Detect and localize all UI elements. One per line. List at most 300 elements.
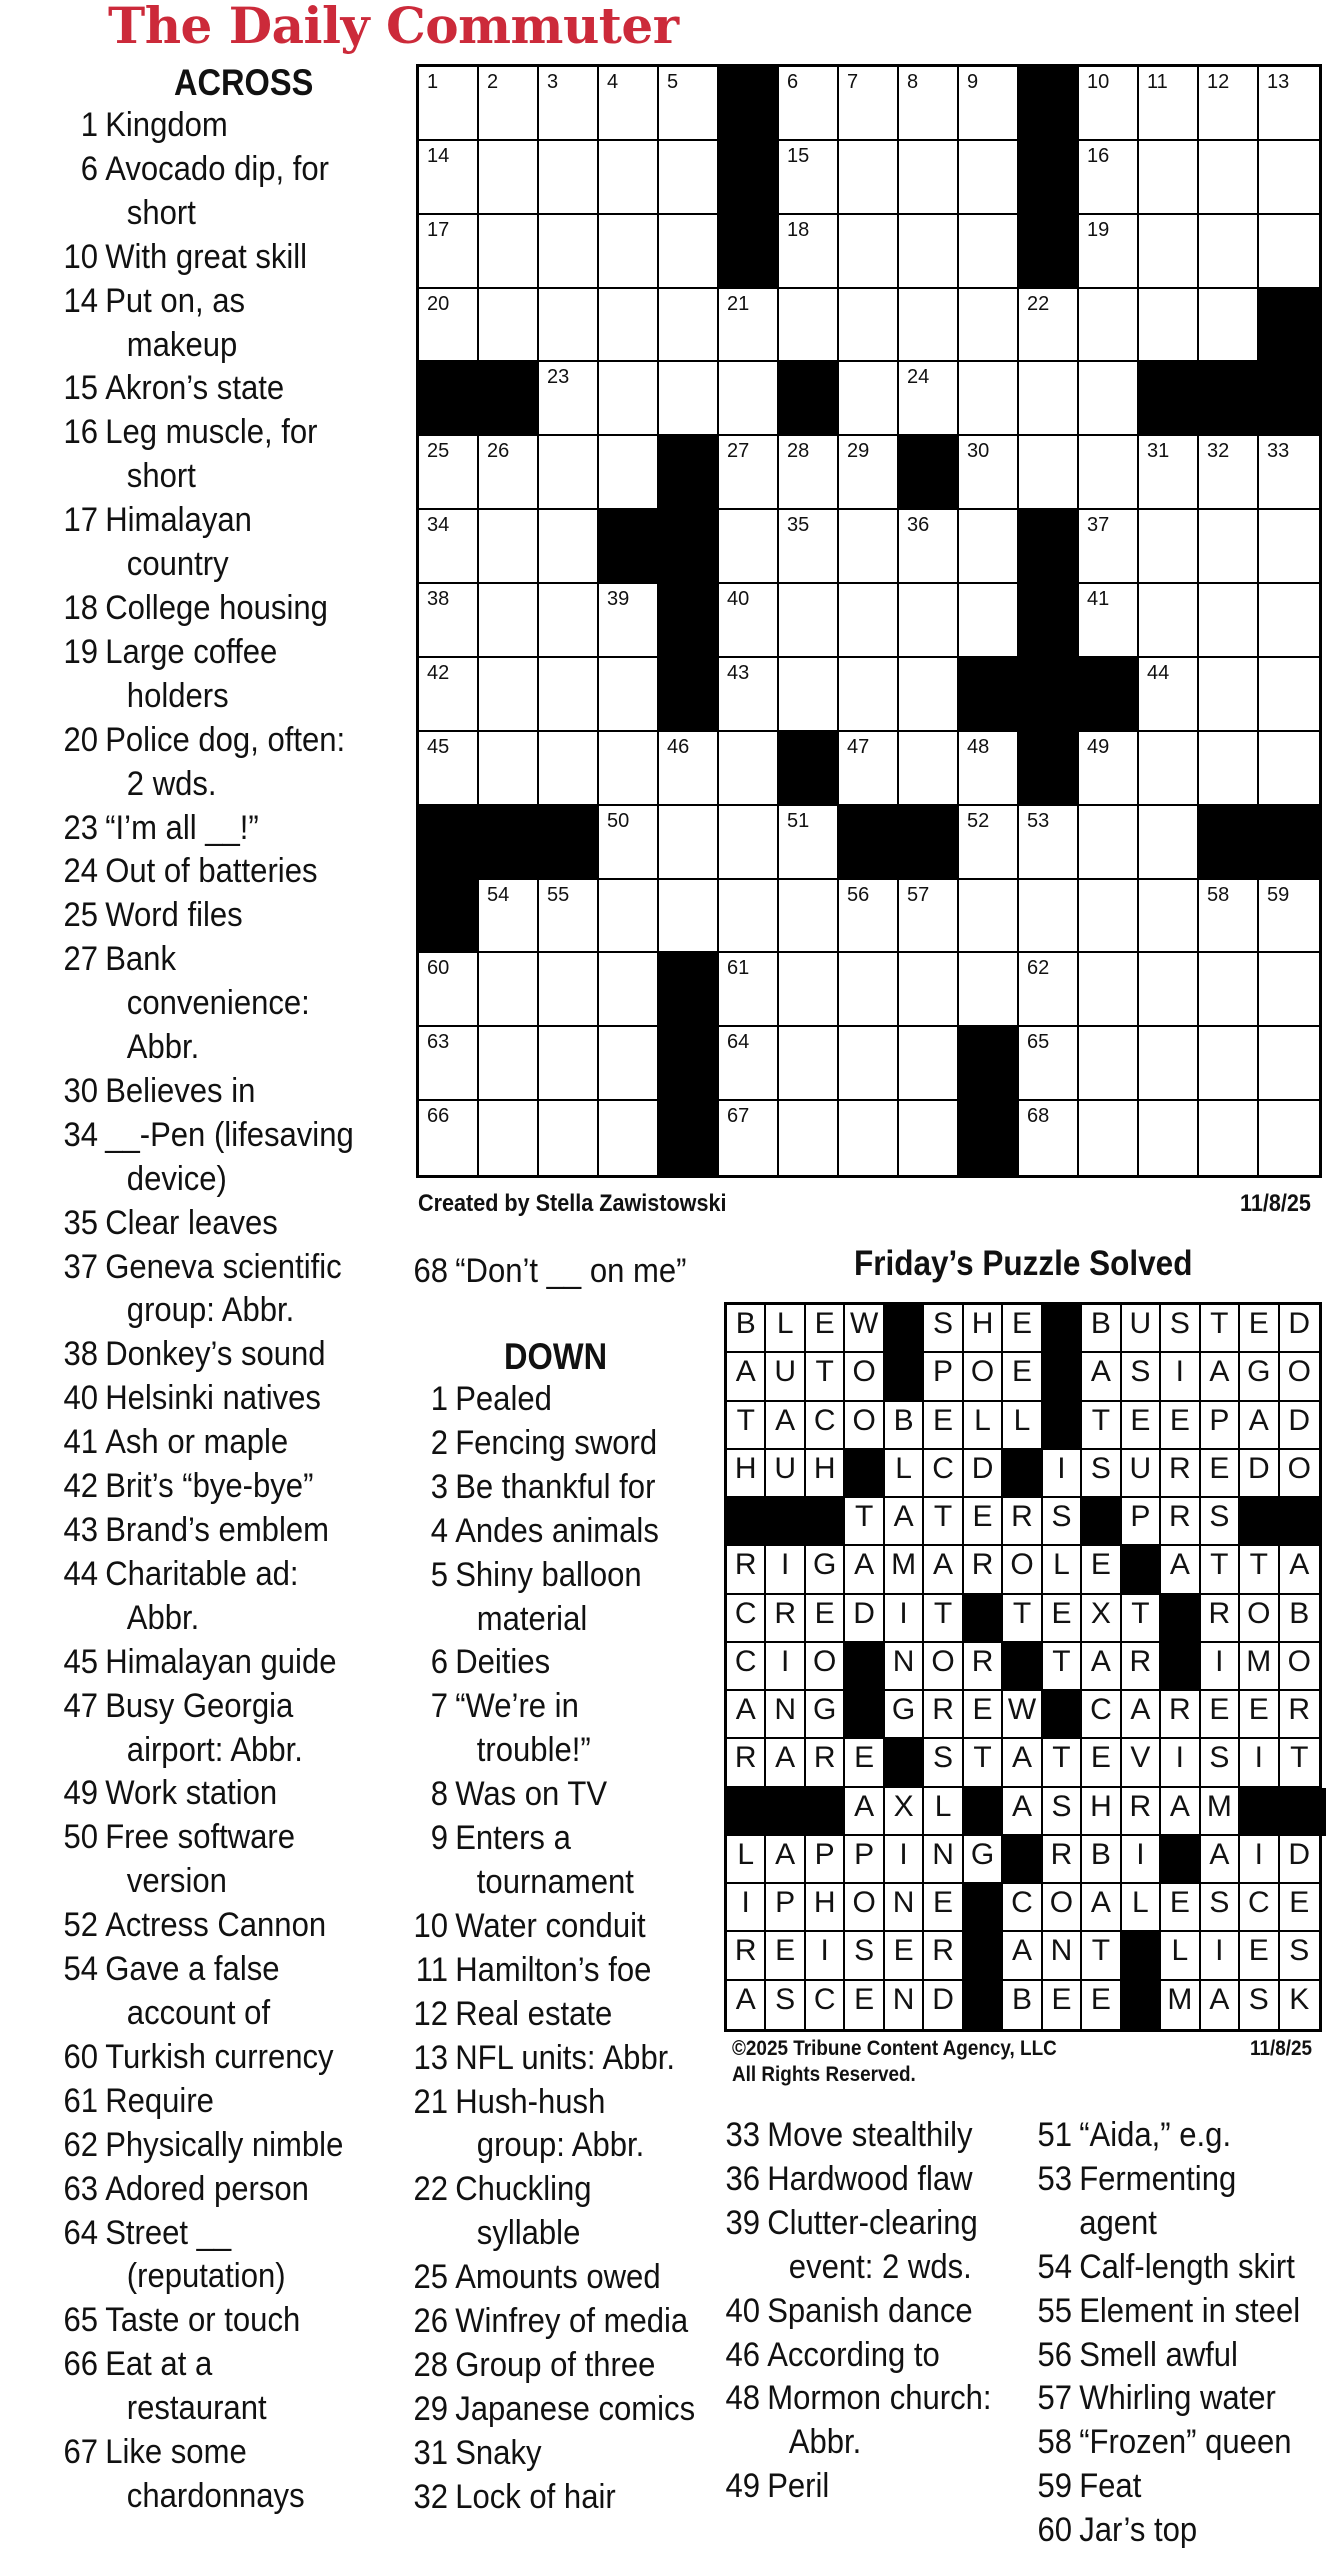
grid-square[interactable] [899, 215, 959, 289]
grid-square[interactable] [539, 510, 599, 584]
solution-letter: T [1012, 1596, 1032, 1630]
grid-square[interactable] [1019, 436, 1079, 510]
solution-letter: W [849, 1307, 879, 1340]
grid-square[interactable] [779, 436, 839, 510]
grid-square[interactable] [1139, 289, 1199, 363]
grid-square[interactable] [839, 215, 899, 289]
grid-square[interactable] [1139, 510, 1199, 584]
grid-square[interactable] [1199, 289, 1259, 363]
grid-square[interactable] [599, 1027, 659, 1101]
grid-square[interactable] [899, 1101, 959, 1175]
solution-square [845, 1498, 884, 1546]
grid-square[interactable] [779, 510, 839, 584]
grid-square[interactable] [659, 67, 719, 141]
grid-square[interactable] [1259, 658, 1319, 732]
grid-square[interactable] [1199, 732, 1259, 806]
grid-square[interactable] [1259, 1027, 1319, 1101]
grid-square[interactable] [1259, 584, 1319, 658]
solution-letter: B [1289, 1596, 1310, 1630]
clue-number: 60 [1037, 2511, 1072, 2550]
grid-square[interactable] [719, 658, 779, 732]
grid-square[interactable] [1019, 953, 1079, 1027]
clue-number: 22 [413, 2170, 448, 2209]
grid-square[interactable] [1139, 880, 1199, 954]
grid-square[interactable] [779, 953, 839, 1027]
across-clue-continued [412, 1250, 709, 1294]
grid-square[interactable] [779, 289, 839, 363]
grid-square[interactable] [539, 732, 599, 806]
grid-square[interactable] [539, 880, 599, 954]
grid-square[interactable] [839, 141, 899, 215]
grid-square[interactable] [419, 732, 479, 806]
clue-text: Work station [105, 1774, 278, 1813]
grid-square[interactable] [719, 880, 779, 954]
solution-square [1043, 1884, 1082, 1932]
grid-square[interactable] [1259, 510, 1319, 584]
grid-square[interactable] [959, 67, 1019, 141]
solution-letter: A [735, 1982, 756, 2016]
grid-square[interactable] [1079, 806, 1139, 880]
grid-square[interactable] [599, 67, 659, 141]
down-clue-57 [1036, 2377, 1306, 2421]
grid-square[interactable] [719, 1101, 779, 1175]
solution-square [1161, 1498, 1200, 1546]
grid-square[interactable] [419, 1027, 479, 1101]
grid-square[interactable] [1019, 289, 1079, 363]
grid-square[interactable] [959, 215, 1019, 289]
grid-square[interactable] [1259, 215, 1319, 289]
grid-square[interactable] [779, 584, 839, 658]
solution-square [1122, 1595, 1161, 1643]
grid-square[interactable] [419, 584, 479, 658]
grid-square[interactable] [1199, 510, 1259, 584]
solution-square [1161, 1546, 1200, 1594]
solution-letter: T [1052, 1644, 1071, 1678]
grid-square[interactable] [959, 141, 1019, 215]
square-number: 56 [847, 883, 870, 906]
solution-square [885, 1450, 924, 1498]
grid-square[interactable] [1139, 215, 1199, 289]
grid-square[interactable] [839, 67, 899, 141]
clue-text: Police dog, often: [105, 720, 346, 759]
grid-square[interactable] [419, 510, 479, 584]
black-square [659, 1101, 719, 1175]
grid-square[interactable] [899, 289, 959, 363]
grid-square[interactable] [1199, 215, 1259, 289]
grid-square[interactable] [899, 362, 959, 436]
clue-number: 59 [1037, 2467, 1072, 2506]
grid-square[interactable] [539, 67, 599, 141]
grid-square[interactable] [1079, 510, 1139, 584]
grid-square[interactable] [479, 215, 539, 289]
grid-square[interactable] [1139, 658, 1199, 732]
grid-square[interactable] [539, 436, 599, 510]
clue-text: Donkey’s sound [105, 1335, 326, 1374]
square-number: 44 [1147, 661, 1170, 684]
solution-letter: I [1175, 1355, 1185, 1389]
grid-square[interactable] [479, 289, 539, 363]
down-clue-54 [1036, 2246, 1306, 2290]
solution-black-square [1319, 1788, 1326, 1836]
grid-square[interactable] [1259, 67, 1319, 141]
solution-square [1043, 1595, 1082, 1643]
grid-square[interactable] [779, 880, 839, 954]
black-square [719, 67, 779, 141]
clue-text: Believes in [105, 1071, 256, 1110]
across-clue-65 [62, 2299, 359, 2343]
clue-text: (reputation) [126, 2257, 286, 2296]
solution-letter: A [854, 1789, 875, 1823]
grid-square[interactable] [839, 732, 899, 806]
solution-letter: S [1209, 1741, 1230, 1775]
grid-square[interactable] [1199, 584, 1259, 658]
square-number: 40 [727, 588, 750, 611]
square-number: 2 [487, 71, 499, 93]
grid-square[interactable] [479, 1027, 539, 1101]
grid-square[interactable] [839, 953, 899, 1027]
grid-square[interactable] [959, 584, 1019, 658]
grid-square[interactable] [839, 289, 899, 363]
grid-square[interactable] [1079, 67, 1139, 141]
grid-square[interactable] [1139, 436, 1199, 510]
grid-square[interactable] [479, 658, 539, 732]
clue-text: Clutter-clearing [767, 2203, 978, 2242]
grid-square[interactable] [419, 215, 479, 289]
square-number: 55 [547, 883, 570, 906]
solution-letter: E [1209, 1451, 1230, 1485]
grid-square[interactable] [839, 510, 899, 584]
black-square [659, 658, 719, 732]
grid-square[interactable] [1019, 880, 1079, 954]
grid-square[interactable] [899, 141, 959, 215]
grid-square[interactable] [779, 1101, 839, 1175]
solution-square [924, 1498, 963, 1546]
grid-square[interactable] [1139, 732, 1199, 806]
grid-square[interactable] [1019, 806, 1079, 880]
grid-square[interactable] [599, 141, 659, 215]
solution-square [1082, 1595, 1121, 1643]
clue-text: Abbr. [788, 2423, 862, 2462]
grid-square[interactable] [719, 1027, 779, 1101]
grid-square[interactable] [539, 141, 599, 215]
grid-square[interactable] [539, 584, 599, 658]
clue-text: Brand’s emblem [105, 1511, 329, 1549]
grid-square[interactable] [959, 362, 1019, 436]
grid-square[interactable] [539, 215, 599, 289]
grid-square[interactable] [719, 953, 779, 1027]
grid-square[interactable] [1139, 67, 1199, 141]
solution-square [1122, 1353, 1161, 1401]
grid-square[interactable] [959, 732, 1019, 806]
grid-square[interactable] [1259, 141, 1319, 215]
solution-letter: L [934, 1789, 952, 1823]
grid-square[interactable] [479, 141, 539, 215]
grid-square[interactable] [1019, 362, 1079, 436]
across-clue-17 [62, 499, 359, 587]
grid-square[interactable] [539, 953, 599, 1027]
solution-letter: E [1209, 1693, 1230, 1727]
solution-square [727, 1450, 766, 1498]
black-square [1019, 215, 1079, 289]
solution-letter: E [814, 1307, 835, 1340]
grid-square[interactable] [539, 1027, 599, 1101]
grid-square[interactable] [599, 732, 659, 806]
clue-number: 25 [413, 2258, 448, 2297]
clue-text: Charitable ad: [105, 1554, 299, 1593]
grid-square[interactable] [779, 141, 839, 215]
grid-square[interactable] [599, 880, 659, 954]
grid-square[interactable] [1139, 141, 1199, 215]
clue-number: 30 [63, 1071, 98, 1110]
grid-square[interactable] [1079, 732, 1139, 806]
grid-square[interactable] [1079, 436, 1139, 510]
solution-black-square [1043, 1691, 1082, 1739]
across-clue-38 [62, 1333, 359, 1377]
grid-square[interactable] [1079, 362, 1139, 436]
grid-square[interactable] [779, 1027, 839, 1101]
grid-square[interactable] [1199, 436, 1259, 510]
grid-square[interactable] [839, 436, 899, 510]
grid-square[interactable] [419, 141, 479, 215]
grid-square[interactable] [959, 880, 1019, 954]
grid-square[interactable] [1259, 880, 1319, 954]
grid-square[interactable] [659, 806, 719, 880]
solution-square [885, 1981, 924, 2029]
clue-text: __-Pen (lifesaving [105, 1115, 354, 1154]
clue-text: Actress Cannon [105, 1906, 327, 1945]
grid-square[interactable] [599, 658, 659, 732]
grid-square[interactable] [839, 362, 899, 436]
grid-square[interactable] [539, 1101, 599, 1175]
solution-letter: I [1215, 1934, 1224, 1968]
grid-square[interactable] [1199, 67, 1259, 141]
clue-text: “Don’t __ on me” [455, 1252, 687, 1290]
grid-square[interactable] [1079, 141, 1139, 215]
grid-square[interactable] [1139, 1027, 1199, 1101]
grid-square[interactable] [779, 806, 839, 880]
across-clue-42 [62, 1465, 359, 1509]
solution-black-square [806, 1788, 845, 1836]
solution-title: Friday’s Puzzle Solved [854, 1244, 1193, 1283]
grid-square[interactable] [719, 510, 779, 584]
grid-square[interactable] [1199, 141, 1259, 215]
solution-letter: N [932, 1837, 954, 1871]
grid-square[interactable] [479, 67, 539, 141]
grid-square[interactable] [479, 953, 539, 1027]
grid-square[interactable] [1019, 1101, 1079, 1175]
grid-square[interactable] [719, 436, 779, 510]
grid-square[interactable] [1199, 880, 1259, 954]
solution-square [924, 1981, 963, 2029]
clue-number: 38 [63, 1335, 98, 1374]
grid-square[interactable] [899, 584, 959, 658]
grid-square[interactable] [1139, 953, 1199, 1027]
clue-number: 54 [1037, 2247, 1072, 2286]
solution-letter: U [1129, 1451, 1152, 1485]
solution-letter: A [1209, 1982, 1230, 2016]
down-clue-49 [724, 2465, 994, 2509]
grid-square[interactable] [1079, 584, 1139, 658]
across-clue-44 [62, 1553, 359, 1641]
grid-square[interactable] [1139, 806, 1199, 880]
grid-square[interactable] [659, 215, 719, 289]
square-number: 31 [1147, 440, 1170, 463]
grid-square[interactable] [599, 806, 659, 880]
clue-text: event: 2 wds. [788, 2247, 972, 2286]
grid-square[interactable] [599, 436, 659, 510]
grid-square[interactable] [539, 289, 599, 363]
solution-letter: R [971, 1644, 994, 1678]
grid-square[interactable] [419, 953, 479, 1027]
grid-square[interactable] [839, 1027, 899, 1101]
grid-square[interactable] [419, 658, 479, 732]
clue-text: Clear leaves [105, 1203, 278, 1242]
grid-square[interactable] [959, 510, 1019, 584]
grid-square[interactable] [1079, 1101, 1139, 1175]
grid-square[interactable] [779, 67, 839, 141]
solution-square [1280, 1595, 1319, 1643]
grid-square[interactable] [659, 141, 719, 215]
grid-square[interactable] [1259, 436, 1319, 510]
clue-text: NFL units: Abbr. [455, 2038, 675, 2077]
grid-square[interactable] [419, 1101, 479, 1175]
grid-square[interactable] [899, 953, 959, 1027]
grid-square[interactable] [719, 362, 779, 436]
grid-square[interactable] [899, 658, 959, 732]
grid-square[interactable] [719, 732, 779, 806]
grid-square[interactable] [959, 806, 1019, 880]
grid-square[interactable] [1199, 658, 1259, 732]
grid-square[interactable] [719, 806, 779, 880]
copyright-line-1: ©2025 Tribune Content Agency, LLC [732, 2037, 1057, 2060]
grid-square[interactable] [899, 67, 959, 141]
solution-letter: T [736, 1403, 755, 1437]
grid-square[interactable] [419, 289, 479, 363]
grid-square[interactable] [959, 436, 1019, 510]
solution-square [1082, 1546, 1121, 1594]
grid-square[interactable] [1139, 1101, 1199, 1175]
clue-number: 13 [413, 2038, 448, 2077]
grid-square[interactable] [599, 584, 659, 658]
grid-square[interactable] [839, 1101, 899, 1175]
solution-square [924, 1402, 963, 1450]
grid-square[interactable] [779, 658, 839, 732]
grid-square[interactable] [599, 289, 659, 363]
grid-square[interactable] [1019, 1027, 1079, 1101]
down-clue-26 [412, 2300, 709, 2344]
grid-square[interactable] [899, 880, 959, 954]
grid-square[interactable] [959, 289, 1019, 363]
grid-square[interactable] [599, 362, 659, 436]
black-square [599, 510, 659, 584]
solution-letter: R [734, 1548, 757, 1582]
solution-letter: O [1049, 1886, 1074, 1920]
grid-square[interactable] [899, 732, 959, 806]
solution-letter: T [1091, 1934, 1111, 1968]
grid-square[interactable] [659, 289, 719, 363]
grid-square[interactable] [1259, 1101, 1319, 1175]
solution-square [1003, 1402, 1042, 1450]
clue-text: Snaky [455, 2433, 542, 2472]
grid-square[interactable] [719, 584, 779, 658]
grid-square[interactable] [1079, 1027, 1139, 1101]
grid-square[interactable] [1259, 732, 1319, 806]
grid-square[interactable] [1199, 1101, 1259, 1175]
solution-square [885, 1546, 924, 1594]
grid-square[interactable] [899, 1027, 959, 1101]
square-number: 29 [847, 440, 870, 463]
solution-square [806, 1691, 845, 1739]
grid-square[interactable] [1259, 953, 1319, 1027]
solution-square [1240, 1305, 1279, 1353]
black-square [1259, 806, 1319, 880]
grid-square[interactable] [719, 289, 779, 363]
solution-letter: I [899, 1596, 908, 1630]
grid-square[interactable] [539, 362, 599, 436]
grid-square[interactable] [419, 436, 479, 510]
solution-letter: G [1247, 1355, 1271, 1389]
solution-square [1201, 1981, 1240, 2029]
puzzle-date: 11/8/25 [1240, 1190, 1311, 1217]
grid-square[interactable] [1139, 584, 1199, 658]
square-number: 62 [1027, 957, 1050, 980]
solution-letter: R [734, 1934, 757, 1968]
solution-letter: G [970, 1837, 995, 1871]
grid-square[interactable] [1079, 880, 1139, 954]
solution-black-square [1122, 1932, 1161, 1980]
grid-square[interactable] [599, 1101, 659, 1175]
grid-square[interactable] [839, 584, 899, 658]
grid-square[interactable] [479, 880, 539, 954]
grid-square[interactable] [839, 658, 899, 732]
grid-square[interactable] [479, 732, 539, 806]
grid-square[interactable] [1199, 1027, 1259, 1101]
solution-letter: S [1169, 1307, 1190, 1340]
grid-square[interactable] [1079, 289, 1139, 363]
grid-square[interactable] [839, 880, 899, 954]
grid-square[interactable] [779, 215, 839, 289]
grid-square[interactable] [599, 215, 659, 289]
grid-square[interactable] [539, 658, 599, 732]
square-number: 24 [907, 366, 930, 389]
solution-square [964, 1450, 1003, 1498]
grid-square[interactable] [479, 584, 539, 658]
grid-square[interactable] [659, 732, 719, 806]
solution-square [1240, 1981, 1279, 2029]
grid-square[interactable] [659, 880, 719, 954]
grid-square[interactable] [479, 510, 539, 584]
solution-square [766, 1595, 805, 1643]
grid-square[interactable] [1199, 953, 1259, 1027]
grid-square[interactable] [1079, 953, 1139, 1027]
clue-text: Out of batteries [105, 852, 318, 891]
solution-square [1280, 1884, 1319, 1932]
solution-square [924, 1546, 963, 1594]
square-number: 54 [487, 883, 510, 906]
solution-letter: T [973, 1741, 992, 1775]
grid-square[interactable] [599, 953, 659, 1027]
grid-square[interactable] [899, 510, 959, 584]
solution-letter: R [1208, 1596, 1231, 1630]
grid-square[interactable] [659, 362, 719, 436]
solution-letter: R [1129, 1644, 1152, 1678]
grid-square[interactable] [419, 67, 479, 141]
grid-square[interactable] [479, 436, 539, 510]
grid-square[interactable] [959, 953, 1019, 1027]
grid-square[interactable] [1079, 215, 1139, 289]
clue-text: account of [126, 1993, 271, 2032]
grid-square[interactable] [479, 1101, 539, 1175]
